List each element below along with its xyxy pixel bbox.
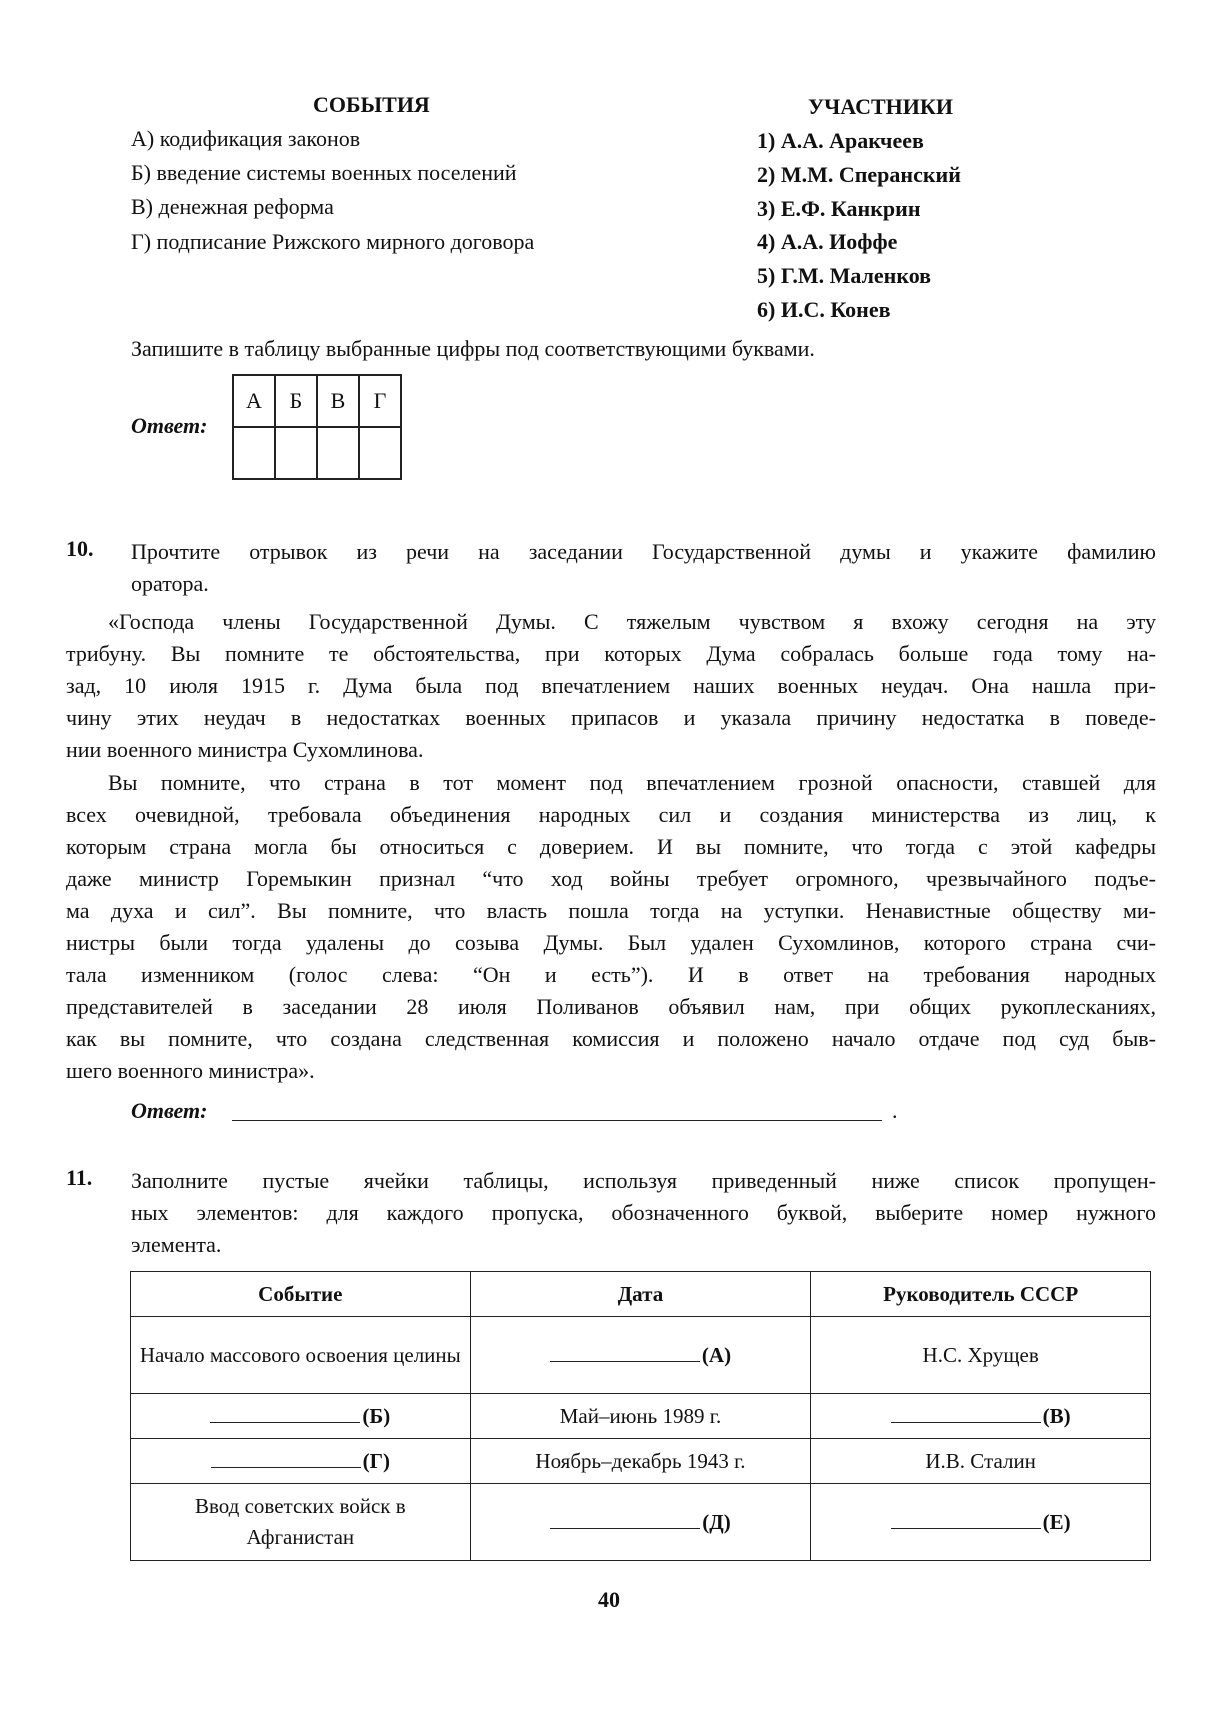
cell-leader: И.В. Сталин [811,1439,1151,1484]
text-line: зад, 10 июля 1915 г. Дума была под впечатлением наших военных неудач. Она нашла при- [66,673,1156,698]
q10-answer-label: Ответ: [131,1098,208,1123]
cell-date[interactable] [470,1317,811,1394]
answer-cell-g[interactable] [359,427,401,479]
participant-item: 3) Е.Ф. Канкрин [757,196,921,221]
cell-leader[interactable] [811,1394,1151,1439]
column-header: Событие [131,1272,471,1317]
q10-number: 10. [66,536,94,561]
cell-leader: Н.С. Хрущев [811,1317,1151,1394]
cell-date[interactable] [470,1484,811,1561]
text-line: трибуну. Вы помните те обстоятельства, при которых Дума собралась больше года тому на- [66,641,1156,666]
blank-label: (Д) [702,1509,731,1534]
answer-cell-a[interactable] [233,427,275,479]
cell-event[interactable] [131,1439,471,1484]
participants-title: УЧАСТНИКИ [808,94,953,119]
blank-label: (Е) [1042,1509,1071,1534]
text-line: оратора. [131,571,209,596]
table-row [131,1394,1151,1439]
column-header: Дата [470,1272,811,1317]
text-line: ных элементов: для каждого пропуска, обозначенного буквой, выберите номер нужного [131,1200,1156,1225]
q9-answer-label: Ответ: [131,413,208,438]
text-line: ма духа и сил”. Вы помните, что власть пошла тогда на уступки. Ненавистные обществу ми- [66,898,1156,923]
participant-item: 6) И.С. Конев [757,297,891,322]
text-line: всех очевидной, требовала объединения народных сил и создания министерства из лиц, к [66,802,1156,827]
answer-header: Г [359,375,401,427]
blank-label: (Г) [362,1448,390,1473]
q11-number: 11. [66,1165,93,1190]
text-line: нистры были тогда удалены до созыва Думы. Был удален Сухомлинов, которого страна счи- [66,930,1156,955]
page-number: 40 [598,1587,620,1612]
cell-date: Ноябрь–декабрь 1943 г. [470,1439,811,1484]
text-line: Прочтите отрывок из речи на заседании Государственной думы и укажите фамилию [131,539,1156,564]
q10-answer-line[interactable] [232,1120,882,1121]
q9-answer-table [232,374,402,480]
cell-event: Начало массового освоения целины [131,1317,471,1394]
blank-label: (А) [701,1342,732,1367]
q11-table [130,1271,1151,1561]
table-row [131,1439,1151,1484]
text-line: чину этих неудач в недостатках военных припасов и указала причину недостатка в поведе- [66,705,1156,730]
q9-instruction: Запишите в таблицу выбранные цифры под соответствующими буквами. [131,336,815,361]
text-line: нии военного министра Сухомлинова. [66,737,424,762]
text-line: представителей в заседании 28 июля Поливанов объявил нам, при общих рукоплесканиях, [66,994,1156,1019]
table-row [131,1484,1151,1561]
answer-cell-b[interactable] [275,427,317,479]
events-title: СОБЫТИЯ [313,92,430,117]
blank-label: (Б) [362,1403,391,1428]
answer-header: В [317,375,359,427]
text-line: тала изменником (голос слева: “Он и есть”). И в ответ на требования народных [66,962,1156,987]
text-line: Заполните пустые ячейки таблицы, используя приведенный ниже список пропущен- [131,1168,1156,1193]
cell-event[interactable] [131,1394,471,1439]
event-item: А) кодификация законов [131,126,361,151]
text-line: «Господа члены Государственной Думы. С тяжелым чувством я вхожу сегодня на эту [108,609,1156,634]
text-line: даже министр Горемыкин признал “что ход войны требует огромного, чрезвычайного подъе- [66,866,1156,891]
participant-item: 5) Г.М. Маленков [757,263,932,288]
participant-item: 1) А.А. Аракчеев [757,128,924,153]
participant-item: 2) М.М. Сперанский [757,162,961,187]
event-item: В) денежная реформа [131,194,334,219]
cell-event: Ввод советских войск в Афганистан [131,1484,471,1561]
blank-label: (В) [1042,1403,1071,1428]
cell-date: Май–июнь 1989 г. [470,1394,811,1439]
text-line: шего военного министра». [66,1058,315,1083]
text-line: элемента. [131,1232,222,1257]
text-line: Вы помните, что страна в тот момент под впечатлением грозной опасности, ставшей для [108,770,1156,795]
text-line: которым страна могла бы относиться с доверием. И вы помните, что тогда с этой кафедры [66,834,1156,859]
answer-header: А [233,375,275,427]
column-header: Руководитель СССР [811,1272,1151,1317]
answer-header: Б [275,375,317,427]
text-line: как вы помните, что создана следственная комиссия и положено начало отдаче под суд быв- [66,1026,1156,1051]
participant-item: 4) А.А. Иоффе [757,229,898,254]
cell-leader[interactable] [811,1484,1151,1561]
table-row [131,1317,1151,1394]
event-item: Б) введение системы военных поселений [131,160,517,185]
period: . [892,1098,898,1123]
answer-cell-v[interactable] [317,427,359,479]
event-item: Г) подписание Рижского мирного договора [131,229,535,254]
